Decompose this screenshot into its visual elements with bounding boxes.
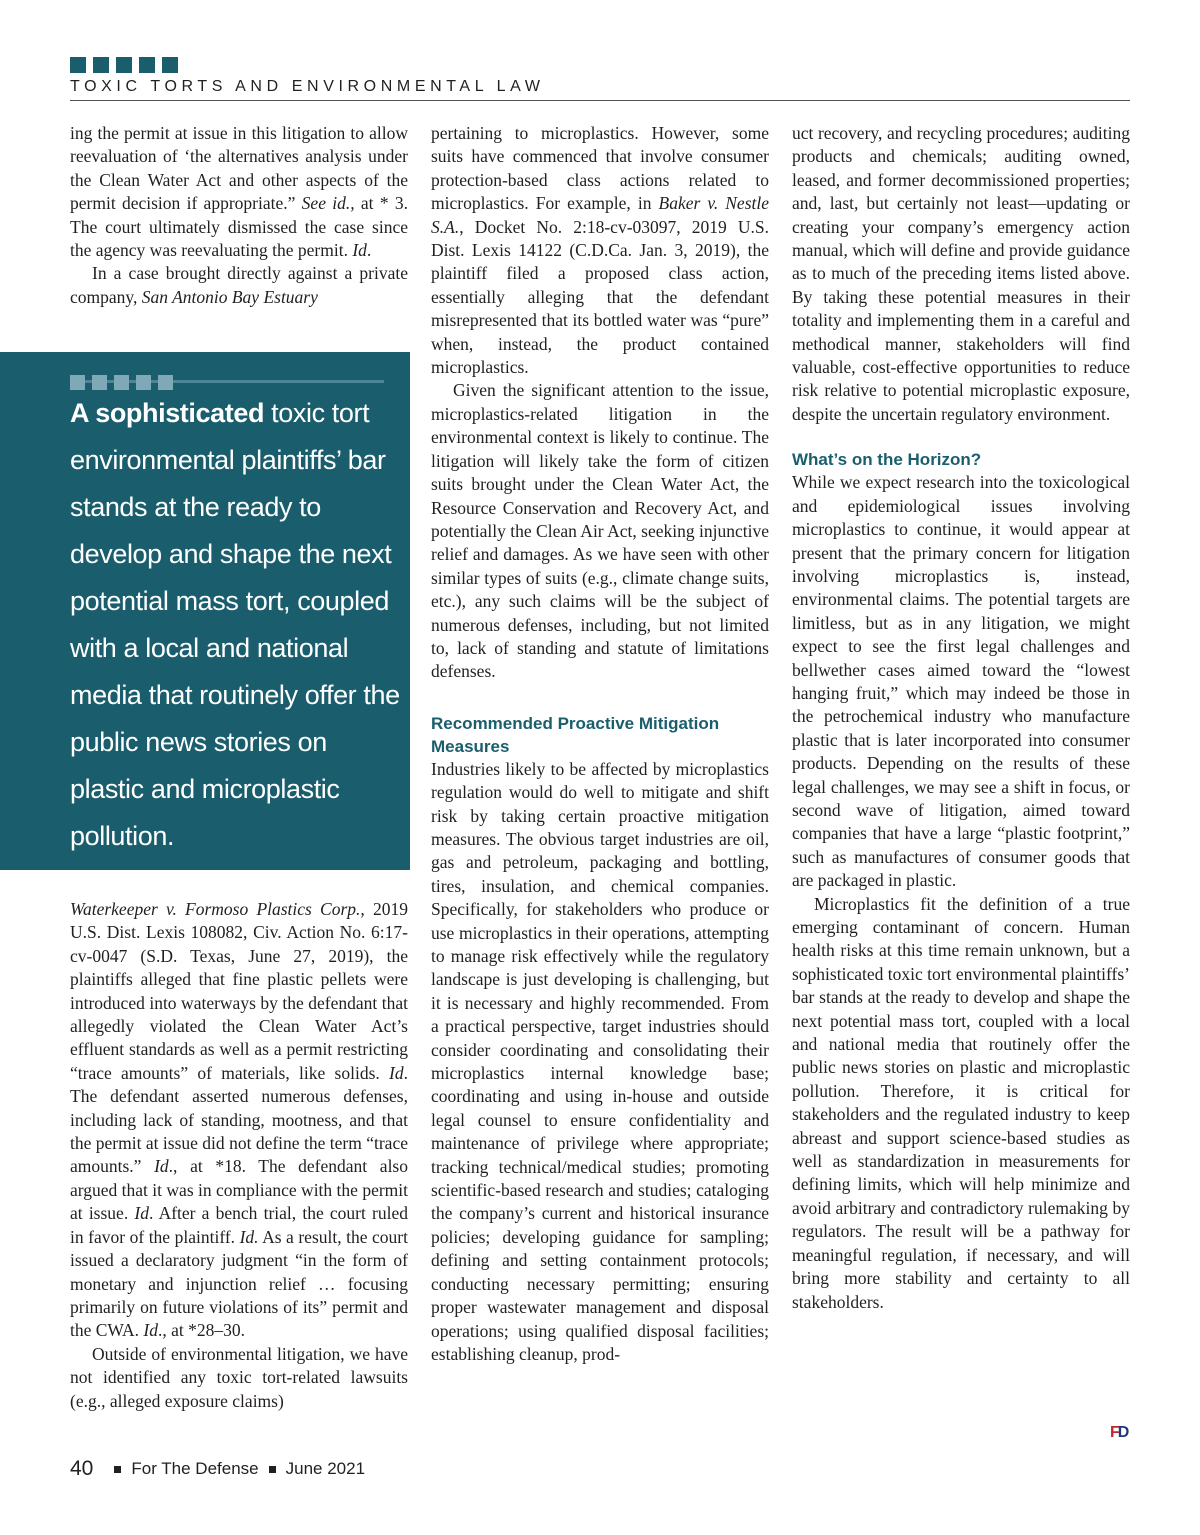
column-2 (431, 122, 769, 1366)
column-3 (792, 122, 1130, 1314)
pull-quote (0, 352, 410, 870)
paragraph: pertaining to microplastics. However, some suits have commenced that involve consumer protection-based class actions related to microplastics. For example, in Baker v. Nestle S.A., Docket No. 2:18-cv-03097, 2019 U.S. Dist. Lexis 14122 (C.D.Ca. Jan. 3, 2019), the plaintiff filed a proposed class action, essentially alleging that the defendant misrepresented that its bottled water was “pure” when, instead, the product contained microplastics. (431, 123, 769, 378)
page-number: 40 (70, 1457, 94, 1480)
paragraph: Industries likely to be affected by microplastics regulation would do well to mitigate and shift risk by taking certain proactive mitigation measures. The obvious target industries are oil, gas and petroleum, packaging and bottling, tires, insulation, and chemical companies. Specifically, for stakeholders who produce or use microplastics in their operations, attempting to manage risk effectively while the regulatory landscape is just developing is challenging, but it is necessary and highly recommended. From a practical perspective, target industries should consider coordinating and consolidating their microplastics internal knowledge base; coordinating and using in-house and outside legal counsel to ensure confidentiality and maintenance of privilege where appropriate; tracking technical/medical studies; promoting scientific-based research and studies; cataloging the company’s current and historical insurance policies; developing guidance for sampling; defining and setting containment protocols; conducting necessary permitting; ensuring proper wastewater management and disposal operations; using qualified disposal facilities; establishing cleanup, prod- (431, 758, 769, 1364)
pull-quote-text: A sophisticated toxic tort environmental plaintiffs’ bar stands at the ready to develop and shape the next potential mass tort, coupled with a local and national media that routinely offer the public news stories on plastic and microplastic pollution. (70, 398, 400, 851)
header-squares-decoration (70, 57, 178, 73)
paragraph: While we expect research into the toxicological and epidemiological issues involving microplastics to continue, it would appear at present that the primary concern for litigation involving microplastics is, instead, environmental claims. The potential targets are limitless, but as in any litigation, we might expect to see the first legal challenges and bellwether cases aimed toward the “lowest hanging fruit,” which may indeed be those in the petrochemical industry who manufacture plastic that is later incorporated into consumer products. Depending on the results of these legal challenges, we may see a shift in focus, or second wave of litigation, aimed toward companies that have a large “plastic footprint,” such as manufactures of consumer goods that are packaged in plastic. (792, 472, 1130, 891)
section-title: TOXIC TORTS AND ENVIRONMENTAL LAW (70, 78, 545, 95)
subhead-mitigation: Recommended Proactive Mitigation Measures (431, 713, 720, 756)
footer-separator (114, 1466, 121, 1473)
column-1-bottom (70, 898, 408, 1413)
fd-logo-end-mark: FD (1110, 1424, 1128, 1441)
column-1-top (70, 122, 408, 309)
page-footer (70, 1457, 365, 1481)
paragraph: Waterkeeper v. Formoso Plastics Corp., 2019 U.S. Dist. Lexis 108082, Civ. Action No. 6:17-cv-0047 (S.D. Texas, June 27, 2019), the plaintiffs alleged that fine plastic pellets were introduced into waterways by the defendant that allegedly violated the Clean Water Act’s effluent standards as well as a permit restricting “trace amounts” of materials, like solids. Id. The defendant asserted numerous defenses, including lack of standing, mootness, and that the permit at issue did not define the term “trace amounts.” Id., at *18. The defendant also argued that it was in compliance with the permit at issue. Id. After a bench trial, the court ruled in favor of the plaintiff. Id. As a result, the court issued a declaratory judgment “in the form of monetary and injunction relief … focusing primarily on future violations of its” permit and the CWA. Id., at *28–30. (70, 899, 409, 1341)
paragraph: Given the significant attention to the issue, microplastics-related litigation in the environmental context is likely to continue. The litigation will likely take the form of citizen suits brought under the Clean Water Act, the Resource Conservation and Recovery Act, and potentially the Clean Air Act, seeking injunctive relief and damages. As we have seen with other similar types of suits (e.g., climate change suits, etc.), any such claims will be the subject of numerous defenses, including, but not limited to, lack of standing and statute of limitations defenses. (431, 380, 769, 682)
publication-date: June 2021 (285, 1459, 366, 1478)
header-rule (70, 100, 1130, 101)
pull-quote-squares-decoration (70, 375, 173, 390)
paragraph: Microplastics fit the definition of a true emerging contaminant of concern. Human health risks at this time remain unknown, but a sophisticated toxic tort environmental plaintiffs’ bar stands at the ready to develop and shape the next potential mass tort, coupled with a local and national media that routinely offer the public news stories on plastic and microplastic pollution. Therefore, it is critical for stakeholders and the regulated industry to keep abreast and support science-based studies as well as standardization in measurements for defining limits, which will help minimize and avoid arbitrary and contradictory rulemaking by regulators. The result will be a pathway for meaningful regulation, if necessary, and will bring more stability and certainty to all stakeholders. (792, 893, 1130, 1312)
paragraph: Outside of environmental litigation, we have not identified any toxic tort-related lawsuits (e.g., alleged exposure claims) (70, 1343, 408, 1411)
paragraph: uct recovery, and recycling procedures; auditing products and chemicals; auditing owned, leased, and former decommissioned properties; and, last, but certainly not least—updating or creating your company’s emergency action manual, which will define and provide guidance as to much of the preceding items listed above. By taking these potential measures in their totality and implementing them in a careful and methodical manner, stakeholders will find valuable, cost-effective opportunities to reduce risk relative to potential microplastic exposure, despite the uncertain regulatory environment. (792, 123, 1130, 424)
paragraph: In a case brought directly against a private company, San Antonio Bay Estuary (70, 263, 408, 307)
paragraph: ing the permit at issue in this litigation to allow reevaluation of ‘the alternatives analysis under the Clean Water Act and other aspects of the permit decision if appropriate.” See id., at * 3. The court ultimately dismissed the case since the agency was reevaluating the permit. Id. (70, 123, 408, 261)
publication-name: For The Defense (131, 1459, 259, 1478)
subhead-horizon: What’s on the Horizon? (792, 450, 982, 470)
footer-separator (269, 1466, 276, 1473)
